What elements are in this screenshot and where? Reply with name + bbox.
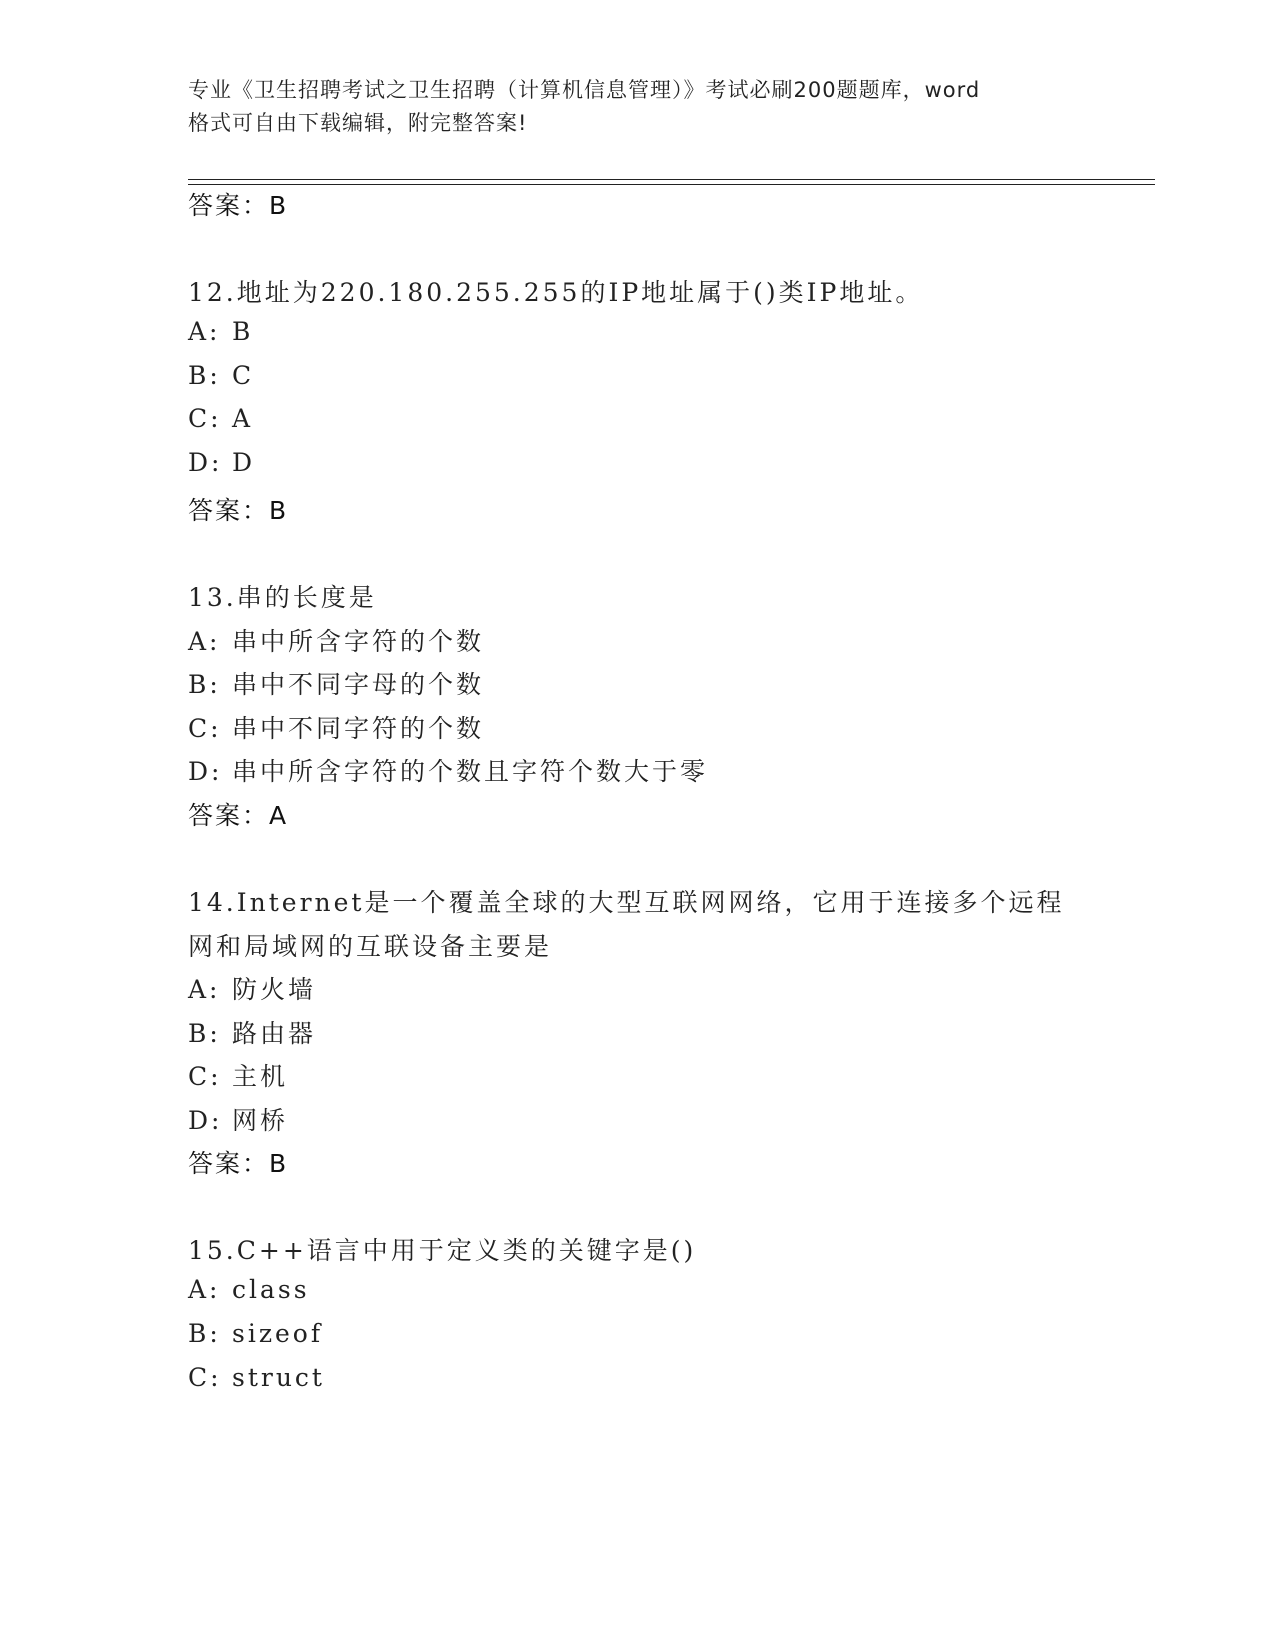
- question-15-option-b: [188, 1319, 323, 1348]
- question-12-option-a: [188, 317, 253, 346]
- question-14-option-b: [188, 1014, 316, 1050]
- header-divider-bottom: [188, 184, 1155, 185]
- question-12-stem: 12.地址为220.180.255.255的IP地址属于()类IP地址。: [188, 278, 924, 307]
- option-key: A:: [188, 317, 221, 346]
- question-13-option-b: [188, 665, 484, 701]
- question-12-option-d: [188, 448, 255, 477]
- header-line-2: 格式可自由下载编辑，附完整答案!: [188, 111, 528, 135]
- question-13-answer: 答案：A: [188, 801, 289, 830]
- document-header: [188, 74, 1088, 140]
- option-key: D:: [188, 1106, 223, 1135]
- previous-answer: 答案：B: [188, 191, 289, 220]
- question-14-option-c: [188, 1057, 288, 1093]
- option-text: 防火墙: [232, 975, 317, 1004]
- option-key: A:: [188, 1275, 221, 1304]
- option-text: sizeof: [232, 1319, 324, 1348]
- question-15-option-a: [188, 1275, 310, 1304]
- option-key: C:: [188, 1062, 222, 1091]
- question-12-answer: 答案：B: [188, 496, 289, 525]
- question-13-option-d: [188, 752, 708, 788]
- question-12-option-c: [188, 404, 253, 433]
- option-text: B: [232, 317, 254, 346]
- question-13-stem: 13.串的长度是: [188, 583, 377, 612]
- question-15-stem: 15.C++语言中用于定义类的关键字是(): [188, 1236, 697, 1265]
- option-text: 串中不同字母的个数: [232, 670, 485, 699]
- option-key: C:: [188, 404, 222, 433]
- option-key: D:: [188, 757, 223, 786]
- option-text: 串中不同字符的个数: [232, 714, 485, 743]
- option-text: A: [232, 404, 254, 433]
- question-14-option-a: [188, 970, 316, 1006]
- question-14-stem-line-2: 网和局域网的互联设备主要是: [188, 932, 553, 961]
- question-14-answer: 答案：B: [188, 1149, 289, 1178]
- question-13-option-c: [188, 709, 484, 745]
- option-text: 网桥: [232, 1106, 289, 1135]
- option-text: 串中所含字符的个数: [232, 627, 485, 656]
- option-text: 主机: [232, 1062, 289, 1091]
- option-key: B:: [188, 361, 221, 390]
- option-text: class: [232, 1275, 310, 1304]
- option-key: A:: [188, 627, 221, 656]
- question-14-stem-line-1: 14.Internet是一个覆盖全球的大型互联网网络，它用于连接多个远程: [188, 888, 1065, 917]
- option-key: C:: [188, 1363, 222, 1392]
- option-text: D: [232, 448, 256, 477]
- option-key: D:: [188, 448, 223, 477]
- option-key: B:: [188, 1019, 221, 1048]
- header-line-1: 专业《卫生招聘考试之卫生招聘（计算机信息管理）》考试必刷200题题库，word: [188, 78, 981, 102]
- question-13-option-a: [188, 622, 484, 658]
- option-text: 路由器: [232, 1019, 317, 1048]
- option-key: A:: [188, 975, 221, 1004]
- option-key: B:: [188, 670, 221, 699]
- option-key: C:: [188, 714, 222, 743]
- option-text: 串中所含字符的个数且字符个数大于零: [232, 757, 709, 786]
- question-15-option-c: [188, 1363, 325, 1392]
- option-text: struct: [232, 1363, 325, 1392]
- question-12-option-b: [188, 361, 254, 390]
- option-text: C: [232, 361, 255, 390]
- question-14-option-d: [188, 1101, 288, 1137]
- option-key: B:: [188, 1319, 221, 1348]
- header-divider-top: [188, 179, 1155, 180]
